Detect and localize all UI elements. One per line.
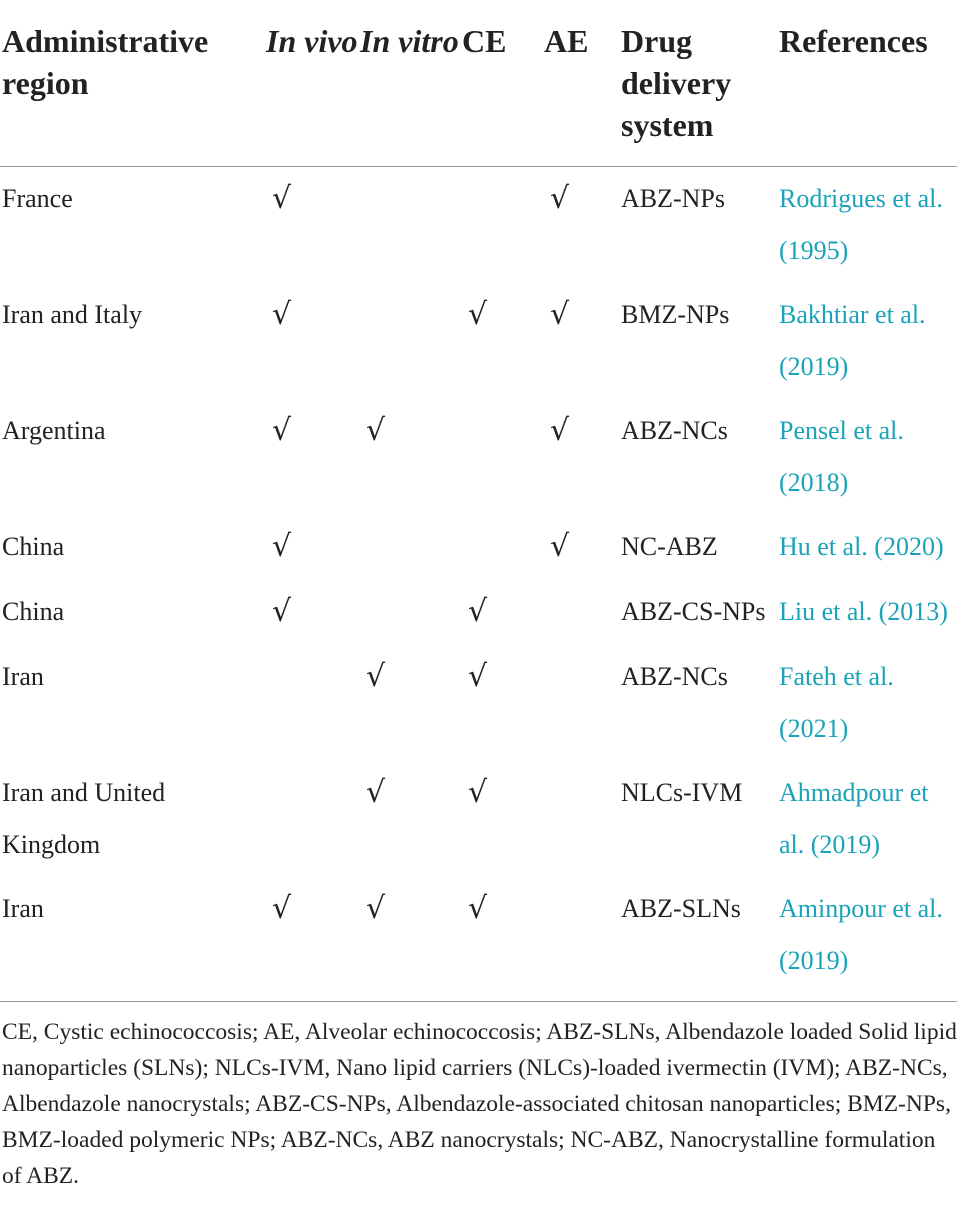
cell-drug-delivery-system: BMZ-NPs	[621, 300, 730, 329]
cell-region: China	[2, 532, 65, 561]
cell-ce	[462, 399, 544, 515]
check-mark-icon: √	[468, 594, 488, 629]
cell-ae	[544, 580, 621, 645]
cell-region: Argentina	[2, 416, 106, 445]
cell-ce	[462, 283, 544, 399]
check-mark-icon: √	[468, 891, 488, 926]
cell-ae	[544, 515, 621, 580]
cell-ae	[544, 761, 621, 877]
check-mark-icon: √	[468, 775, 488, 810]
cell-region: Iran and United Kingdom	[2, 778, 166, 859]
cell-region: France	[2, 184, 73, 213]
check-mark-icon: √	[272, 891, 292, 926]
header-in-vivo-label: In vivo	[266, 23, 358, 59]
check-mark-icon: √	[366, 775, 386, 810]
check-mark-icon: √	[550, 297, 570, 332]
cell-drug-delivery-system: ABZ-SLNs	[621, 894, 741, 923]
cell-in-vivo	[266, 167, 360, 284]
cell-in-vivo	[266, 877, 360, 1001]
cell-reference-link[interactable]: Fateh et al. (2021)	[779, 662, 894, 743]
cell-drug-delivery-system: ABZ-NPs	[621, 184, 726, 213]
table-body	[0, 167, 957, 1002]
cell-ae	[544, 283, 621, 399]
check-mark-icon: √	[366, 413, 386, 448]
cell-reference-link[interactable]: Rodrigues et al. (1995)	[779, 184, 943, 265]
cell-ae	[544, 645, 621, 761]
cell-drug-delivery-system: NC-ABZ	[621, 532, 718, 561]
table-header	[0, 0, 957, 167]
cell-reference-link[interactable]: Aminpour et al. (2019)	[779, 894, 943, 975]
cell-ce	[462, 515, 544, 580]
cell-region: Iran	[2, 894, 44, 923]
cell-reference-link[interactable]: Bakhtiar et al. (2019)	[779, 300, 926, 381]
header-ae: AE	[544, 0, 621, 167]
cell-ce	[462, 761, 544, 877]
cell-region: Iran and Italy	[2, 300, 143, 329]
table-row	[0, 399, 957, 515]
cell-ae	[544, 877, 621, 1001]
header-in-vitro-label: In vitro	[360, 23, 459, 59]
header-references: References	[779, 0, 957, 167]
cell-in-vitro	[360, 877, 462, 1001]
header-ce: CE	[462, 0, 544, 167]
cell-in-vivo	[266, 645, 360, 761]
cell-in-vivo	[266, 761, 360, 877]
cell-in-vivo	[266, 283, 360, 399]
cell-ae	[544, 399, 621, 515]
cell-in-vitro	[360, 167, 462, 284]
header-administrative-region: Administrative region	[0, 0, 266, 167]
cell-drug-delivery-system: ABZ-NCs	[621, 416, 728, 445]
cell-in-vitro	[360, 283, 462, 399]
check-mark-icon: √	[272, 529, 292, 564]
table-row	[0, 877, 957, 1001]
cell-reference-link[interactable]: Liu et al. (2013)	[779, 597, 948, 626]
cell-drug-delivery-system: ABZ-NCs	[621, 662, 728, 691]
header-row	[0, 0, 957, 167]
cell-in-vitro	[360, 515, 462, 580]
cell-in-vivo	[266, 515, 360, 580]
table-row	[0, 283, 957, 399]
cell-drug-delivery-system: ABZ-CS-NPs	[621, 597, 766, 626]
check-mark-icon: √	[272, 413, 292, 448]
cell-reference-link[interactable]: Hu et al. (2020)	[779, 532, 944, 561]
cell-drug-delivery-system: NLCs-IVM	[621, 778, 743, 807]
table-row	[0, 645, 957, 761]
table-row	[0, 515, 957, 580]
cell-in-vivo	[266, 399, 360, 515]
table-row	[0, 761, 957, 877]
header-in-vivo	[266, 0, 360, 167]
check-mark-icon: √	[550, 413, 570, 448]
table-footnote: CE, Cystic echinococcosis; AE, Alveolar echinococcosis; ABZ-SLNs, Albendazole loaded Solid lipid nanoparticles (SLNs); NLCs-IVM, Nano lipid carriers (NLCs)-loaded ivermectin (IVM); ABZ-NCs, Albendazole nanocrystals; ABZ-CS-NPs, Albendazole-associated chitosan nanoparticles; BMZ-NPs, BMZ-loaded polymeric NPs; ABZ-NCs, ABZ nanocrystals; NC-ABZ, Nanocrystalline formulation of ABZ.	[0, 1001, 957, 1194]
check-mark-icon: √	[468, 659, 488, 694]
cell-in-vitro	[360, 761, 462, 877]
check-mark-icon: √	[272, 594, 292, 629]
cell-region: Iran	[2, 662, 44, 691]
cell-ce	[462, 645, 544, 761]
header-drug-delivery-system: Drug delivery system	[621, 0, 779, 167]
cell-in-vivo	[266, 580, 360, 645]
cell-in-vitro	[360, 399, 462, 515]
table-row	[0, 580, 957, 645]
check-mark-icon: √	[468, 297, 488, 332]
cell-ce	[462, 877, 544, 1001]
cell-ce	[462, 580, 544, 645]
cell-ce	[462, 167, 544, 284]
check-mark-icon: √	[550, 529, 570, 564]
cell-reference-link[interactable]: Ahmadpour et al. (2019)	[779, 778, 929, 859]
check-mark-icon: √	[366, 659, 386, 694]
check-mark-icon: √	[550, 181, 570, 216]
cell-in-vitro	[360, 645, 462, 761]
header-in-vitro	[360, 0, 462, 167]
check-mark-icon: √	[272, 297, 292, 332]
cell-reference-link[interactable]: Pensel et al. (2018)	[779, 416, 904, 497]
table-row	[0, 167, 957, 284]
cell-ae	[544, 167, 621, 284]
check-mark-icon: √	[366, 891, 386, 926]
cell-in-vitro	[360, 580, 462, 645]
cell-region: China	[2, 597, 65, 626]
check-mark-icon: √	[272, 181, 292, 216]
